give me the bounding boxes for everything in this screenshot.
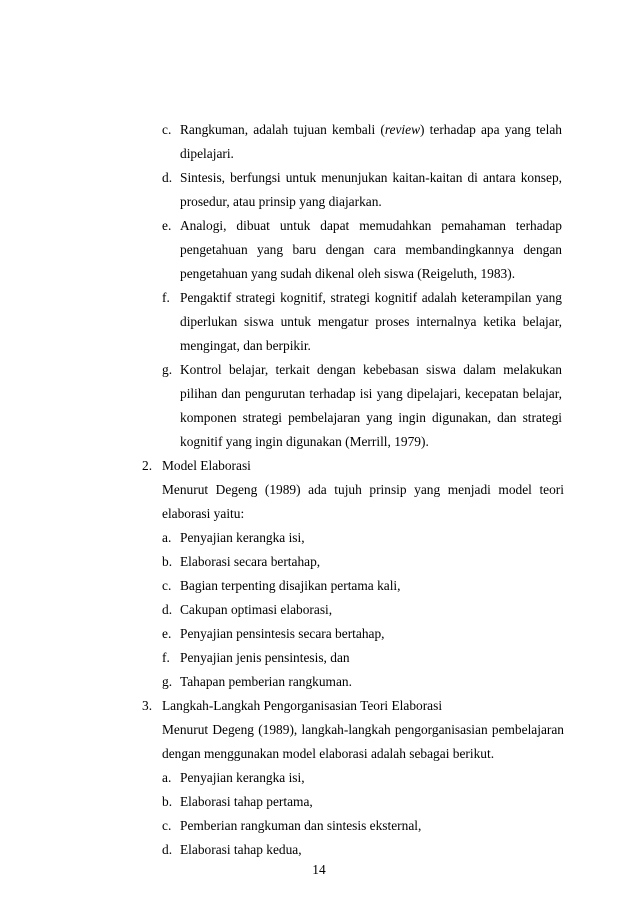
italic-term: review xyxy=(384,122,421,137)
list-item: Cakupan optimasi elaborasi, xyxy=(180,602,333,617)
list-item-line: pilihan dan pengurutan terhadap isi yang dipelajari, kecepatan belajar, xyxy=(180,386,562,401)
list-marker: d. xyxy=(162,842,173,857)
list-marker: d. xyxy=(162,170,173,185)
list-marker: b. xyxy=(162,794,173,809)
list-marker: c. xyxy=(162,122,172,137)
list-item-line: prosedur, atau prinsip yang diajarkan. xyxy=(180,194,382,209)
section-heading: Model Elaborasi xyxy=(162,458,251,473)
list-item: Elaborasi tahap kedua, xyxy=(180,842,302,857)
paragraph-line: dengan menggunakan model elaborasi adalah sebagai berikut. xyxy=(162,746,495,761)
list-marker: a. xyxy=(162,530,172,545)
list-marker: f. xyxy=(162,650,170,665)
list-item-line: komponen strategi pembelajaran yang ingin digunakan, dan strategi xyxy=(180,410,562,425)
list-marker: e. xyxy=(162,218,172,233)
list-item-line: Kontrol belajar, terkait dengan kebebasan siswa dalam melakukan xyxy=(180,362,562,377)
list-marker: c. xyxy=(162,578,172,593)
list-item: Bagian terpenting disajikan pertama kali, xyxy=(180,578,401,593)
list-item: Penyajian kerangka isi, xyxy=(180,530,305,545)
list-item: Penyajian jenis pensintesis, dan xyxy=(180,650,350,665)
list-item-line: Sintesis, berfungsi untuk menunjukan kaitan-kaitan di antara konsep, xyxy=(180,170,562,185)
list-item-line: Analogi, dibuat untuk dapat memudahkan pemahaman terhadap xyxy=(180,218,562,233)
list-item-line: Rangkuman, adalah tujuan kembali (review) terhadap apa yang telah xyxy=(180,122,562,137)
list-marker: f. xyxy=(162,290,170,305)
list-marker: b. xyxy=(162,554,173,569)
list-marker: e. xyxy=(162,626,172,641)
section-number: 3. xyxy=(142,698,153,713)
section-number: 2. xyxy=(142,458,153,473)
list-item: Penyajian pensintesis secara bertahap, xyxy=(180,626,385,641)
list-marker: g. xyxy=(162,674,173,689)
paragraph-line: elaborasi yaitu: xyxy=(162,506,245,521)
list-item: Pemberian rangkuman dan sintesis eksternal, xyxy=(180,818,422,833)
list-item: Penyajian kerangka isi, xyxy=(180,770,305,785)
list-marker: a. xyxy=(162,770,172,785)
list-marker: c. xyxy=(162,818,172,833)
list-marker: g. xyxy=(162,362,173,377)
paragraph-line: Menurut Degeng (1989) ada tujuh prinsip yang menjadi model teori xyxy=(162,482,564,497)
list-item-line: kognitif yang ingin digunakan (Merrill, 1979). xyxy=(180,434,429,449)
list-item-line: mengingat, dan berpikir. xyxy=(180,338,311,353)
section-heading: Langkah-Langkah Pengorganisasian Teori Elaborasi xyxy=(162,698,443,713)
list-item: Tahapan pemberian rangkuman. xyxy=(180,674,352,689)
list-item-line: dipelajari. xyxy=(180,146,234,161)
paragraph-line: Menurut Degeng (1989), langkah-langkah pengorganisasian pembelajaran xyxy=(162,722,564,737)
list-item: Elaborasi secara bertahap, xyxy=(180,554,321,569)
page-number: 14 xyxy=(312,862,326,877)
list-item-line: pengetahuan yang baru dengan cara membandingkannya dengan xyxy=(180,242,562,257)
list-marker: d. xyxy=(162,602,173,617)
list-item-line: diperlukan siswa untuk mengatur proses internalnya ketika belajar, xyxy=(180,314,562,329)
list-item: Elaborasi tahap pertama, xyxy=(180,794,313,809)
list-item-line: pengetahuan yang sudah dikenal oleh siswa (Reigeluth, 1983). xyxy=(180,266,516,281)
list-item-line: Pengaktif strategi kognitif, strategi kognitif adalah keterampilan yang xyxy=(180,290,562,305)
